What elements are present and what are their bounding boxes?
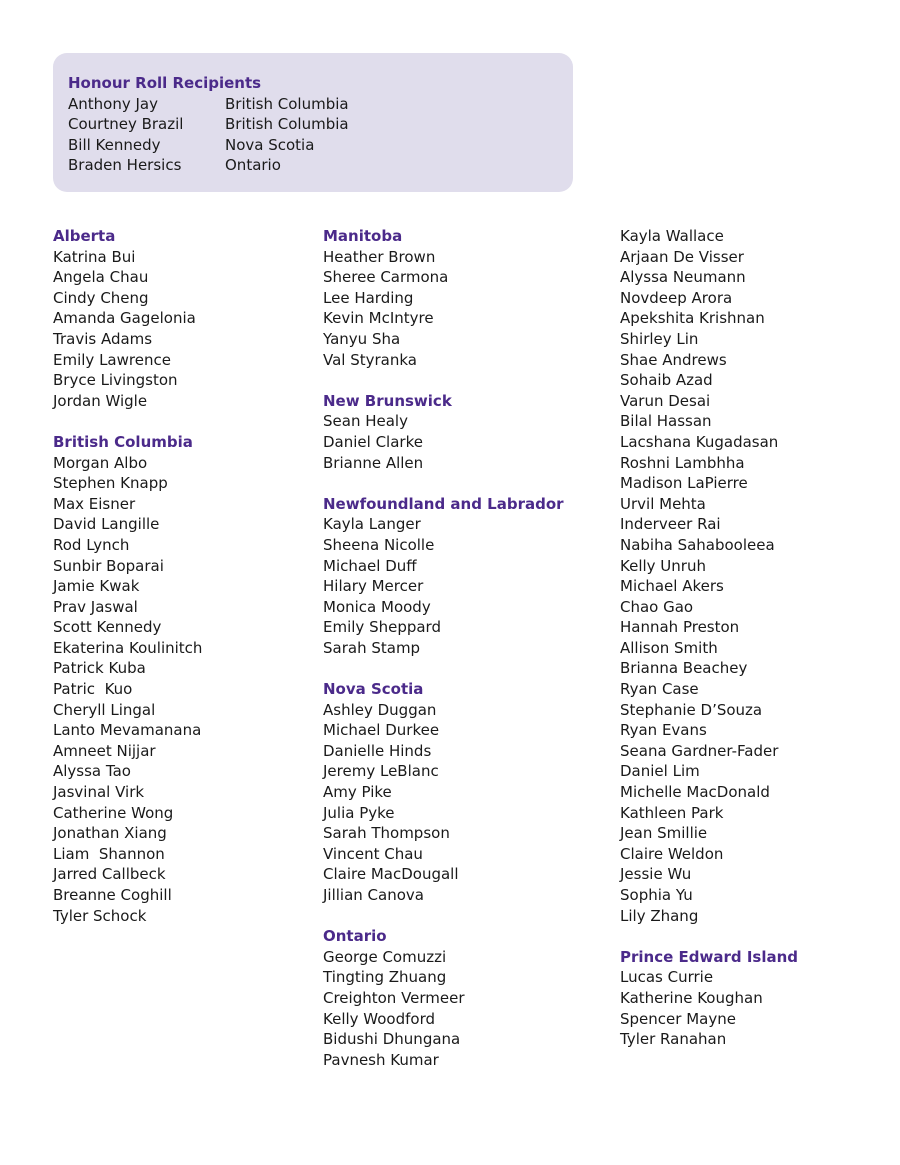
section-prince-edward-island xyxy=(620,947,798,1050)
name-list-item: Sophia Yu xyxy=(620,886,693,904)
name-list-item: Stephen Knapp xyxy=(53,474,168,493)
name-list-item: Jamie Kwak xyxy=(53,577,140,596)
name-list-item: Jean Smillie xyxy=(620,824,708,843)
name-list-item: Tingting Zhuang xyxy=(323,968,447,987)
name-list-item: Kelly Woodford xyxy=(323,1009,436,1028)
name-list-item: Max Eisner xyxy=(53,494,136,513)
name-list-item: Michelle MacDonald xyxy=(620,783,770,802)
section-newfoundland-and-labrador xyxy=(323,494,564,659)
name-list-item: Hannah Preston xyxy=(620,618,740,637)
name-list-item: Monica Moody xyxy=(323,597,431,616)
name-list-item: Rod Lynch xyxy=(53,535,130,554)
name-list-item: Emily Lawrence xyxy=(53,350,171,369)
name-list-item: Lily Zhang xyxy=(620,906,699,925)
column-2 xyxy=(323,226,564,1091)
honour-recipient-province: Nova Scotia xyxy=(225,135,315,154)
name-list-item: Katrina Bui xyxy=(53,247,136,266)
name-list-item: Michael Duff xyxy=(323,556,417,575)
name-list-item: Sheree Carmona xyxy=(323,268,449,287)
honour-roll-row xyxy=(68,114,573,135)
name-list-item: Bidushi Dhungana xyxy=(323,1030,461,1049)
name-list-item: Amneet Nijjar xyxy=(53,741,156,760)
name-list-item: Patric Kuo xyxy=(53,680,133,699)
name-list-item: Madison LaPierre xyxy=(620,474,748,493)
name-list-item: Amy Pike xyxy=(323,783,392,802)
honour-roll-box xyxy=(53,53,573,192)
name-list-item: Yanyu Sha xyxy=(323,329,401,348)
name-list-item: Angela Chau xyxy=(53,268,149,287)
honour-roll-title: Honour Roll Recipients xyxy=(68,74,262,92)
name-list-item: Catherine Wong xyxy=(53,803,174,822)
honour-recipient-name: Braden Hersics xyxy=(68,156,182,175)
honour-recipient-province: Ontario xyxy=(225,156,281,175)
name-list-item: Shae Andrews xyxy=(620,350,727,369)
name-list-item: Travis Adams xyxy=(53,329,153,348)
honour-roll-row xyxy=(68,135,573,156)
name-list-item: Apekshita Krishnan xyxy=(620,309,765,328)
name-list-item: Michael Akers xyxy=(620,577,724,596)
province-heading: Manitoba xyxy=(323,227,403,245)
name-list-item: Jonathan Xiang xyxy=(53,824,167,843)
province-heading: Prince Edward Island xyxy=(620,947,799,966)
name-list-item: Cheryll Lingal xyxy=(53,700,156,719)
province-heading: Nova Scotia xyxy=(323,680,424,699)
name-list-item: Urvil Mehta xyxy=(620,494,706,513)
name-list-item: Shirley Lin xyxy=(620,329,699,348)
name-list-item: Inderveer Rai xyxy=(620,515,721,534)
name-list-item: Liam Shannon xyxy=(53,844,165,863)
honour-recipient-province: British Columbia xyxy=(225,94,349,113)
name-list-item: Kayla Langer xyxy=(323,515,421,534)
section-continued xyxy=(620,226,798,926)
name-list-item: Jeremy LeBlanc xyxy=(323,762,439,781)
name-list-item: Prav Jaswal xyxy=(53,597,138,616)
name-list-item: Lacshana Kugadasan xyxy=(620,432,779,451)
province-heading: Ontario xyxy=(323,927,387,946)
name-list-item: Jessie Wu xyxy=(620,865,692,884)
section-alberta xyxy=(53,226,202,411)
honour-roll-row xyxy=(68,94,573,115)
name-list-item: David Langille xyxy=(53,515,160,534)
name-list-item: Chao Gao xyxy=(620,597,694,616)
name-list-item: Ashley Duggan xyxy=(323,700,437,719)
name-list-item: Jarred Callbeck xyxy=(53,865,166,884)
honour-roll-list xyxy=(68,94,573,176)
name-list-item: Pavnesh Kumar xyxy=(323,1050,439,1069)
name-list-item: Hilary Mercer xyxy=(323,577,424,596)
name-list-item: Ekaterina Koulinitch xyxy=(53,638,203,657)
name-list-item: Scott Kennedy xyxy=(53,618,162,637)
name-list-item: Sean Healy xyxy=(323,412,408,431)
name-list-item: Jordan Wigle xyxy=(53,391,148,410)
name-list-item: Tyler Schock xyxy=(53,906,147,925)
name-list-item: Emily Sheppard xyxy=(323,618,441,637)
name-list-item: Amanda Gagelonia xyxy=(53,309,196,328)
honour-recipient-name: Courtney Brazil xyxy=(68,115,184,134)
name-list-item: Danielle Hinds xyxy=(323,741,432,760)
province-heading: British Columbia xyxy=(53,432,193,451)
name-list-item: Patrick Kuba xyxy=(53,659,146,678)
name-list-item: Stephanie D’Souza xyxy=(620,700,763,719)
name-list-item: Claire Weldon xyxy=(620,844,724,863)
section-nova-scotia xyxy=(323,679,564,906)
name-list-item: Lucas Currie xyxy=(620,968,714,987)
honour-recipient-name: Anthony Jay xyxy=(68,94,158,113)
column-3 xyxy=(620,226,798,1070)
province-heading: New Brunswick xyxy=(323,391,452,410)
name-list-item: Sheena Nicolle xyxy=(323,535,435,554)
name-list-item: Morgan Albo xyxy=(53,453,148,472)
name-list-item: Claire MacDougall xyxy=(323,865,459,884)
name-list-item: Jasvinal Virk xyxy=(53,783,145,802)
name-list-item: Alyssa Tao xyxy=(53,762,131,781)
name-list-item: Kelly Unruh xyxy=(620,556,706,575)
name-list-item: Sarah Stamp xyxy=(323,638,421,657)
name-list-item: Michael Durkee xyxy=(323,721,440,740)
section-new-brunswick xyxy=(323,391,564,473)
name-list-item: Allison Smith xyxy=(620,638,718,657)
section-british-columbia xyxy=(53,432,202,926)
name-list-item: Val Styranka xyxy=(323,350,417,369)
name-list-item: Brianna Beachey xyxy=(620,659,748,678)
name-list-item: Ryan Evans xyxy=(620,721,707,740)
name-list-item: Heather Brown xyxy=(323,247,436,266)
name-list-item: Daniel Clarke xyxy=(323,432,423,451)
section-ontario xyxy=(323,926,564,1070)
name-list-item: Spencer Mayne xyxy=(620,1009,736,1028)
column-1 xyxy=(53,226,202,947)
name-list-item: Bilal Hassan xyxy=(620,412,712,431)
name-list-item: Kayla Wallace xyxy=(620,227,724,245)
name-list-item: Kathleen Park xyxy=(620,803,724,822)
name-list-item: Arjaan De Visser xyxy=(620,247,744,266)
name-list-item: Sarah Thompson xyxy=(323,824,450,843)
name-list-item: Jillian Canova xyxy=(323,886,424,904)
honour-recipient-province: British Columbia xyxy=(225,115,349,134)
name-list-item: Ryan Case xyxy=(620,680,699,699)
name-list-item: Varun Desai xyxy=(620,391,711,410)
name-list-item: Alyssa Neumann xyxy=(620,268,746,287)
name-list-item: Bryce Livingston xyxy=(53,371,178,390)
name-list-item: Sohaib Azad xyxy=(620,371,713,390)
name-list-item: George Comuzzi xyxy=(323,947,447,966)
name-list-item: Katherine Koughan xyxy=(620,988,763,1007)
name-list-item: Sunbir Boparai xyxy=(53,556,164,575)
name-list-item: Creighton Vermeer xyxy=(323,988,465,1007)
section-manitoba xyxy=(323,226,564,370)
name-list-item: Kevin McIntyre xyxy=(323,309,434,328)
name-list-item: Vincent Chau xyxy=(323,844,423,863)
honour-roll-row xyxy=(68,155,573,176)
name-list-item: Seana Gardner-Fader xyxy=(620,741,779,760)
name-list-item: Lanto Mevamanana xyxy=(53,721,202,740)
name-list-item: Julia Pyke xyxy=(323,803,395,822)
name-list-item: Tyler Ranahan xyxy=(620,1030,727,1049)
name-list-item: Cindy Cheng xyxy=(53,288,149,307)
province-heading: Newfoundland and Labrador xyxy=(323,494,564,513)
honour-recipient-name: Bill Kennedy xyxy=(68,135,161,154)
name-list-item: Breanne Coghill xyxy=(53,886,172,904)
name-list-item: Lee Harding xyxy=(323,288,414,307)
name-list-item: Brianne Allen xyxy=(323,453,424,472)
name-list-item: Roshni Lambhha xyxy=(620,453,745,472)
name-list-item: Daniel Lim xyxy=(620,762,700,781)
name-list-item: Novdeep Arora xyxy=(620,288,733,307)
name-list-item: Nabiha Sahabooleea xyxy=(620,535,775,554)
province-heading: Alberta xyxy=(53,227,116,245)
